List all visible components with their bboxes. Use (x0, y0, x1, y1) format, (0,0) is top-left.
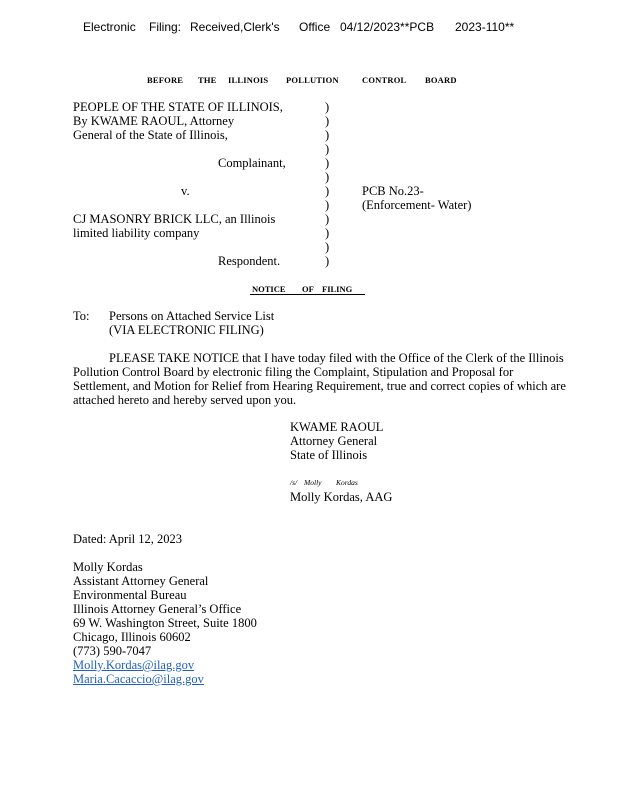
to-label: To: (73, 309, 90, 323)
header-received: Received,Clerk's (190, 20, 280, 34)
header-filing: Filing: (149, 20, 182, 34)
signature-name: KWAME RAOUL (290, 420, 384, 434)
case-number: PCB No.23- (362, 184, 424, 198)
paren: ) (325, 226, 330, 240)
caption-pollution: POLLUTION (286, 75, 339, 85)
paren: ) (325, 240, 330, 254)
paren: ) (325, 198, 330, 212)
notice-filing: FILING (322, 284, 353, 294)
complainant-role: Complainant, (218, 156, 286, 170)
header-office: Office (299, 20, 331, 34)
complainant-line-2: By KWAME RAOUL, Attorney (73, 114, 235, 128)
esign-prefix: /s/ (290, 478, 298, 487)
header-case: 2023-110** (455, 20, 515, 34)
contact-street: 69 W. Washington Street, Suite 1800 (73, 616, 257, 630)
body-line-3: Settlement, and Motion for Relief from Hearing Requirement, true and correct copies of which are (73, 379, 566, 393)
complainant-line-3: General of the State of Illinois, (73, 128, 228, 142)
case-type: (Enforcement- Water) (362, 198, 472, 212)
contact-city: Chicago, Illinois 60602 (73, 630, 191, 644)
respondent-line-1: CJ MASONRY BRICK LLC, an Illinois (73, 212, 276, 226)
paren: ) (325, 212, 330, 226)
contact-title: Assistant Attorney General (73, 574, 209, 588)
contact-bureau: Environmental Bureau (73, 588, 187, 602)
signer-name: Molly Kordas, AAG (290, 490, 393, 504)
respondent-role: Respondent. (218, 254, 281, 268)
body-line-4: attached hereto and hereby served upon you. (73, 393, 297, 407)
contact-office: Illinois Attorney General’s Office (73, 602, 242, 616)
esign-last: Kordas (336, 478, 358, 487)
paren: ) (325, 254, 330, 268)
paren: ) (325, 142, 330, 156)
caption-board: BOARD (425, 75, 457, 85)
header-date: 04/12/2023**PCB (340, 20, 435, 34)
header-electronic: Electronic (83, 20, 136, 34)
signature-title: Attorney General (290, 434, 378, 448)
paren: ) (325, 184, 330, 198)
body-line-2: Pollution Control Board by electronic filing the Complaint, Stipulation and Proposal for (73, 365, 514, 379)
email-link-kordas[interactable]: Molly.Kordas@ilag.gov (73, 658, 195, 672)
notice-underline (250, 294, 365, 295)
to-line-1: Persons on Attached Service List (109, 309, 275, 323)
paren: ) (325, 114, 330, 128)
paren: ) (325, 100, 330, 114)
paren: ) (325, 170, 330, 184)
body-line-1: PLEASE TAKE NOTICE that I have today filed with the Office of the Clerk of the Illinois (109, 351, 564, 365)
paren: ) (325, 128, 330, 142)
to-line-2: (VIA ELECTRONIC FILING) (109, 323, 264, 337)
caption-illinois: ILLINOIS (228, 75, 269, 85)
contact-name: Molly Kordas (73, 560, 143, 574)
signature-state: State of Illinois (290, 448, 368, 462)
dated-line: Dated: April 12, 2023 (73, 532, 183, 546)
respondent-line-2: limited liability company (73, 226, 200, 240)
esign-first: Molly (304, 478, 322, 487)
notice-word: NOTICE (252, 284, 286, 294)
paren: ) (325, 156, 330, 170)
caption-the: THE (198, 75, 217, 85)
notice-of: OF (302, 284, 314, 294)
caption-before: BEFORE (147, 75, 184, 85)
caption-control: CONTROL (362, 75, 407, 85)
complainant-line-1: PEOPLE OF THE STATE OF ILLINOIS, (73, 100, 283, 114)
email-link-cacaccio[interactable]: Maria.Cacaccio@ilag.gov (73, 672, 204, 686)
versus: v. (181, 184, 190, 198)
contact-phone: (773) 590-7047 (73, 644, 152, 658)
